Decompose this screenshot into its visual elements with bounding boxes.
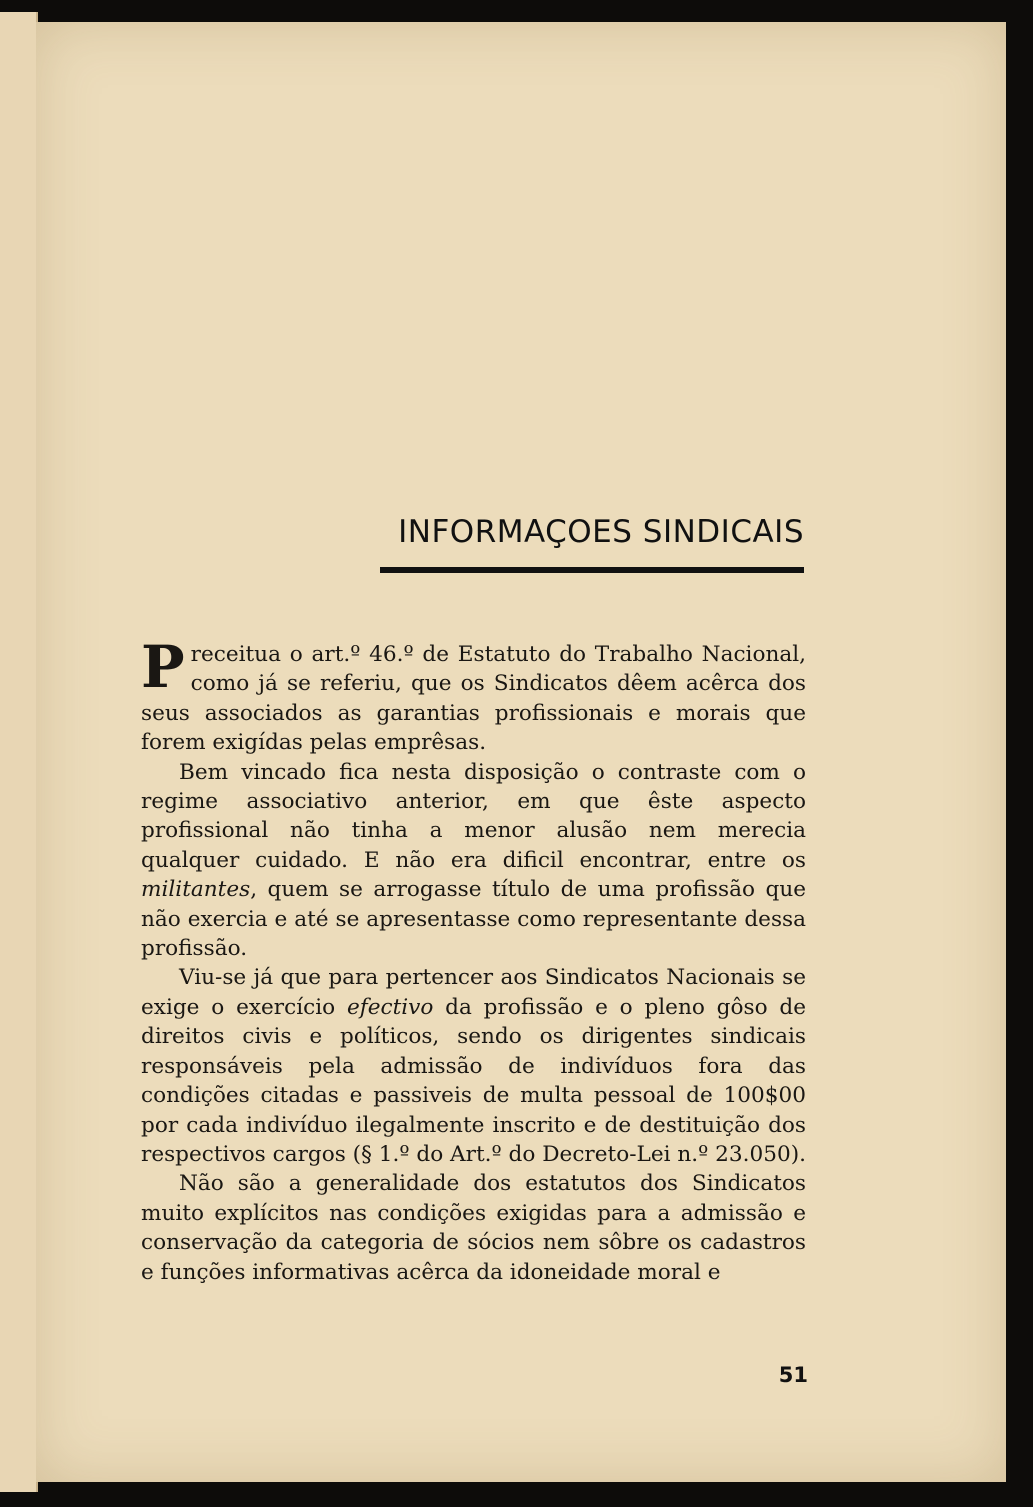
paragraph-1 [141, 633, 806, 758]
drop-cap: P [141, 633, 185, 701]
page-number: 51 [778, 1363, 808, 1387]
paragraph-2 [141, 758, 806, 964]
previous-page-edge [0, 12, 38, 1492]
paragraph-3-text-a: Viu-se já que para pertencer aos Sindicatos Nacionais se exige o exercício [141, 965, 806, 1020]
heading-underline [380, 567, 804, 573]
section-heading: INFORMAÇOES SINDICAIS [398, 514, 804, 550]
paragraph-4-text: Não são a generalidade dos estatutos dos Sindicatos muito explícitos nas condições exigidas para a admissão e conservação da categoria de sócios nem sôbre os cadastros e funções informativas acêrca da idoneidade moral e [141, 1171, 806, 1285]
paragraph-2-text-a: Bem vincado fica nesta disposição o contraste com o regime associativo anterior, em que êste aspecto profissional não tinha a menor alusão nem merecia qualquer cuidado. E não era dificil encontrar, entre os [141, 759, 806, 873]
paragraph-4 [141, 1169, 806, 1287]
paragraph-2-text-b: , quem se arrogasse título de uma profissão que não exercia e até se apresentasse como representante dessa profissão. [141, 877, 806, 962]
paragraph-3-text-b: da profissão e o pleno gôso de direitos civis e políticos, sendo os dirigentes sindicais responsáveis pela admissão de indivíduos fora das condições citadas e passiveis de multa pessoal de 100$00 por cada indivíduo ilegalmente inscrito e de destituição dos respectivos cargos (§ 1.º do Art.º do Decreto-Lei n.º 23.050). [141, 994, 807, 1167]
body-text [141, 633, 807, 1287]
italic-militantes: militantes [141, 877, 251, 903]
italic-efectivo: efectivo [346, 994, 434, 1020]
paragraph-3 [141, 963, 806, 1169]
paragraph-1-text: receitua o art.º 46.º de Estatuto do Trabalho Nacional, como já se referiu, que os Sindicatos dêem acêrca dos seus associados as garantias profissionais e morais que forem exigídas pelas emprêsas. [141, 642, 806, 756]
